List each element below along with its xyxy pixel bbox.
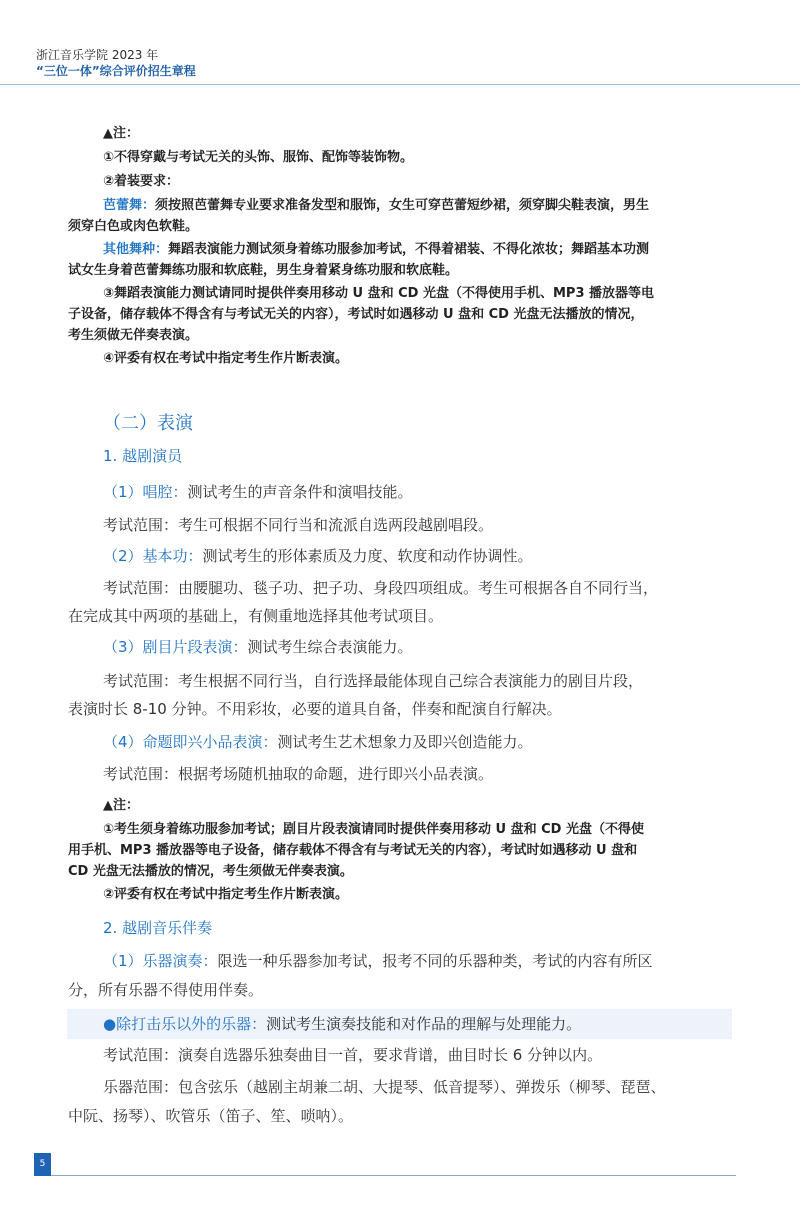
item-excerpt-text: 测试考生综合表演能力。 [247, 638, 413, 656]
note2-item-1-line-2: 用手机、MP3 播放器等电子设备，储存载体不得含有与考试无关的内容），考试时如遇移动 U 盘和 [68, 843, 638, 858]
other-dance-line-2: 试女生身着芭蕾舞练功服和软底鞋，男生身着紧身练功服和软底鞋。 [68, 263, 459, 278]
item-singing-range: 考试范围：考生可根据不同行当和流派自选两段越剧唱段。 [103, 516, 494, 534]
item-instrument-line-1 [103, 949, 653, 973]
item-basic-skills-range-2: 在完成其中两项的基础上，有侧重地选择其他考试项目。 [68, 607, 444, 625]
item-excerpt-keyword: （3）剧目片段表演： [103, 638, 248, 656]
ballet-line-2: 须穿白色或肉色软鞋。 [68, 219, 199, 234]
ballet-keyword: 芭蕾舞： [103, 198, 156, 213]
item-singing-keyword: （1）唱腔： [103, 483, 188, 501]
note-item-2: ②着装要求： [103, 174, 180, 189]
other-dance-keyword: 其他舞种： [103, 242, 169, 257]
header-doc-title: “三位一体”综合评价招生章程 [36, 64, 196, 78]
page-number: 5 [34, 1153, 51, 1176]
note-title: ▲注： [103, 126, 139, 141]
item-basic-skills [103, 544, 533, 568]
item-basic-skills-text: 测试考生的形体素质及力度、软度和动作协调性。 [202, 547, 533, 565]
subsection-yueju-actor: 1. 越剧演员 [103, 447, 183, 465]
item-basic-skills-range-1: 考试范围：由腰腿功、毯子功、把子功、身段四项组成。考生可根据各自不同行当， [103, 579, 659, 597]
footer-divider [51, 1175, 736, 1176]
section-title-performance: （二）表演 [103, 413, 193, 434]
note-item-3-line-3: 考生须做无伴奏表演。 [68, 328, 199, 343]
note-item-4: ④评委有权在考试中指定考生作片断表演。 [103, 351, 349, 366]
note2-item-1-line-3: CD 光盘无法播放的情况，考生须做无伴奏表演。 [68, 864, 353, 879]
item-singing [103, 480, 413, 504]
header-school-year: 浙江音乐学院 2023 年 [36, 48, 159, 62]
item-excerpt-range-1: 考试范围：考生根据不同行当，自行选择最能体现自己综合表演能力的剧目片段， [103, 672, 644, 690]
highlight-line [103, 1012, 581, 1036]
note-item-1: ①不得穿戴与考试无关的头饰、服饰、配饰等装饰物。 [103, 150, 414, 165]
item-improv-keyword: （4）命题即兴小品表演： [103, 733, 278, 751]
item-instrument-keyword: （1）乐器演奏： [103, 952, 218, 970]
item-singing-text: 测试考生的声音条件和演唱技能。 [187, 483, 413, 501]
note-item-3-line-2: 子设备，储存载体不得含有与考试无关的内容），考试时如遇移动 U 盘和 CD 光盘无法播放的情况， [68, 307, 644, 322]
note2-item-2: ②评委有权在考试中指定考生作片断表演。 [103, 887, 349, 902]
subsection-music-accompaniment: 2. 越剧音乐伴奏 [103, 919, 213, 937]
instrument-scope-line-1: 乐器范围：包含弦乐（越剧主胡兼二胡、大提琴、低音提琴）、弹拨乐（柳琴、琵琶、 [103, 1078, 666, 1096]
header-divider [0, 84, 800, 85]
item-instrument-line-2: 分，所有乐器不得使用伴奏。 [68, 981, 264, 999]
item-instrument-text-1: 限选一种乐器参加考试，报考不同的乐器种类，考试的内容有所区 [217, 952, 653, 970]
item-improv-range: 考试范围：根据考场随机抽取的命题，进行即兴小品表演。 [103, 765, 494, 783]
note2-item-1-line-1: ①考生须身着练功服参加考试；剧目片段表演请同时提供伴奏用移动 U 盘和 CD 光盘（不得使 [103, 822, 644, 837]
item-excerpt-performance [103, 635, 413, 659]
item-excerpt-range-2: 表演时长 8-10 分钟。不用彩妆，必要的道具自备，伴奏和配演自行解决。 [68, 700, 562, 718]
item-basic-skills-keyword: （2）基本功： [103, 547, 203, 565]
other-dance-text-1: 舞蹈表演能力测试须身着练功服参加考试，不得着裙装、不得化浓妆；舞蹈基本功测 [168, 242, 650, 257]
highlight-keyword: ●除打击乐以外的乐器： [103, 1015, 267, 1033]
ballet-text-1: 须按照芭蕾舞专业要求准备发型和服饰，女生可穿芭蕾短纱裙，须穿脚尖鞋表演，男生 [155, 198, 650, 213]
instrument-scope-line-2: 中阮、扬琴）、吹管乐（笛子、笙、唢呐）。 [68, 1107, 354, 1125]
note-item-3-line-1: ③舞蹈表演能力测试请同时提供伴奏用移动 U 盘和 CD 光盘（不得使用手机、MP3 播放器等电 [103, 286, 655, 301]
highlight-text: 测试考生演奏技能和对作品的理解与处理能力。 [266, 1015, 582, 1033]
note2-title: ▲注： [103, 798, 139, 813]
item-improv-text: 测试考生艺术想象力及即兴创造能力。 [277, 733, 533, 751]
item-improv-sketch [103, 730, 533, 754]
instrument-exam-range: 考试范围：演奏自选器乐独奏曲目一首，要求背谱，曲目时长 6 分钟以内。 [103, 1046, 603, 1064]
